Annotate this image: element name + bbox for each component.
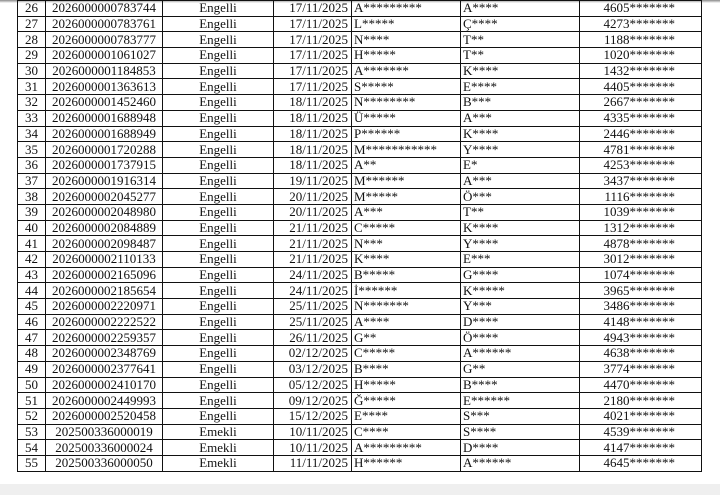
category-cell: Engelli (163, 252, 274, 268)
row-number-cell: 49 (18, 361, 46, 377)
date-cell: 25/11/2025 (274, 314, 352, 330)
row-number-cell: 40 (18, 220, 46, 236)
application-number-cell: 2026000001688948 (46, 110, 163, 126)
masked-name-cell: H****** (352, 455, 461, 471)
application-number-cell: 2026000002048980 (46, 204, 163, 220)
application-number-cell: 2026000002410170 (46, 377, 163, 393)
application-number-cell: 2026000000783761 (46, 16, 163, 32)
masked-name-cell: A** (352, 157, 461, 173)
masked-surname-cell: K**** (461, 63, 580, 79)
masked-name-cell: Ğ***** (352, 393, 461, 409)
category-cell: Engelli (163, 32, 274, 48)
category-cell: Engelli (163, 16, 274, 32)
masked-surname-cell: T** (461, 48, 580, 64)
masked-name-cell: Ü***** (352, 110, 461, 126)
application-number-cell: 202500336000024 (46, 440, 163, 456)
masked-surname-cell: Y**** (461, 142, 580, 158)
row-number-cell: 26 (18, 1, 46, 17)
row-number-cell: 45 (18, 299, 46, 315)
row-number-cell: 46 (18, 314, 46, 330)
masked-id-number-cell: 4943******* (580, 330, 702, 346)
category-cell: Engelli (163, 189, 274, 205)
category-cell: Emekli (163, 440, 274, 456)
masked-name-cell: K**** (352, 252, 461, 268)
masked-surname-cell: S**** (461, 424, 580, 440)
masked-name-cell: B***** (352, 267, 461, 283)
masked-surname-cell: B**** (461, 377, 580, 393)
masked-id-number-cell: 4148******* (580, 314, 702, 330)
table-row (18, 48, 702, 64)
application-number-cell: 2026000001737915 (46, 157, 163, 173)
table-row (18, 1, 702, 17)
application-number-cell: 2026000002449993 (46, 393, 163, 409)
date-cell: 25/11/2025 (274, 299, 352, 315)
table-row (18, 361, 702, 377)
masked-name-cell: P****** (352, 126, 461, 142)
row-number-cell: 34 (18, 126, 46, 142)
row-number-cell: 31 (18, 79, 46, 95)
masked-id-number-cell: 4638******* (580, 346, 702, 362)
masked-name-cell: M***** (352, 189, 461, 205)
masked-id-number-cell: 2446******* (580, 126, 702, 142)
masked-id-number-cell: 3437******* (580, 173, 702, 189)
table-row (18, 377, 702, 393)
application-number-cell: 2026000001916314 (46, 173, 163, 189)
masked-surname-cell: Ç**** (461, 16, 580, 32)
masked-name-cell: C***** (352, 220, 461, 236)
masked-name-cell: M*********** (352, 142, 461, 158)
masked-id-number-cell: 4470******* (580, 377, 702, 393)
application-number-cell: 2026000002110133 (46, 252, 163, 268)
application-number-cell: 2026000002220971 (46, 299, 163, 315)
masked-surname-cell: A*** (461, 173, 580, 189)
date-cell: 18/11/2025 (274, 142, 352, 158)
masked-name-cell: A********* (352, 440, 461, 456)
masked-name-cell: H***** (352, 377, 461, 393)
date-cell: 20/11/2025 (274, 204, 352, 220)
table-row (18, 16, 702, 32)
date-cell: 17/11/2025 (274, 16, 352, 32)
application-number-cell: 2026000002348769 (46, 346, 163, 362)
date-cell: 11/11/2025 (274, 455, 352, 471)
category-cell: Engelli (163, 48, 274, 64)
row-number-cell: 29 (18, 48, 46, 64)
masked-id-number-cell: 4781******* (580, 142, 702, 158)
masked-id-number-cell: 1312******* (580, 220, 702, 236)
masked-surname-cell: K**** (461, 126, 580, 142)
date-cell: 02/12/2025 (274, 346, 352, 362)
category-cell: Engelli (163, 408, 274, 424)
category-cell: Emekli (163, 455, 274, 471)
category-cell: Engelli (163, 361, 274, 377)
row-number-cell: 52 (18, 408, 46, 424)
masked-id-number-cell: 4335******* (580, 110, 702, 126)
category-cell: Engelli (163, 346, 274, 362)
masked-id-number-cell: 3965******* (580, 283, 702, 299)
table-row (18, 79, 702, 95)
table-row (18, 252, 702, 268)
category-cell: Engelli (163, 79, 274, 95)
application-number-cell: 2026000002222522 (46, 314, 163, 330)
masked-name-cell: L***** (352, 16, 461, 32)
masked-surname-cell: Ö**** (461, 330, 580, 346)
table-row (18, 126, 702, 142)
masked-name-cell: A******* (352, 63, 461, 79)
category-cell: Engelli (163, 377, 274, 393)
row-number-cell: 32 (18, 95, 46, 111)
applicants-table (17, 0, 702, 472)
row-number-cell: 38 (18, 189, 46, 205)
row-number-cell: 27 (18, 16, 46, 32)
row-number-cell: 54 (18, 440, 46, 456)
category-cell: Engelli (163, 142, 274, 158)
table-row (18, 236, 702, 252)
category-cell: Engelli (163, 393, 274, 409)
table-row (18, 346, 702, 362)
row-number-cell: 51 (18, 393, 46, 409)
masked-id-number-cell: 3012******* (580, 252, 702, 268)
category-cell: Engelli (163, 330, 274, 346)
category-cell: Engelli (163, 126, 274, 142)
masked-name-cell: E**** (352, 408, 461, 424)
masked-name-cell: N*** (352, 236, 461, 252)
category-cell: Emekli (163, 424, 274, 440)
masked-surname-cell: A****** (461, 346, 580, 362)
masked-surname-cell: S*** (461, 408, 580, 424)
row-number-cell: 53 (18, 424, 46, 440)
row-number-cell: 36 (18, 157, 46, 173)
table-row (18, 157, 702, 173)
masked-id-number-cell: 1039******* (580, 204, 702, 220)
masked-id-number-cell: 4273******* (580, 16, 702, 32)
masked-name-cell: B**** (352, 361, 461, 377)
masked-id-number-cell: 1432******* (580, 63, 702, 79)
masked-name-cell: İ****** (352, 283, 461, 299)
masked-id-number-cell: 4605******* (580, 1, 702, 17)
masked-id-number-cell: 1074******* (580, 267, 702, 283)
table-row (18, 424, 702, 440)
masked-surname-cell: G** (461, 361, 580, 377)
row-number-cell: 42 (18, 252, 46, 268)
masked-name-cell: G** (352, 330, 461, 346)
date-cell: 10/11/2025 (274, 424, 352, 440)
date-cell: 17/11/2025 (274, 63, 352, 79)
application-number-cell: 2026000002084889 (46, 220, 163, 236)
category-cell: Engelli (163, 110, 274, 126)
table-body (18, 1, 702, 472)
date-cell: 17/11/2025 (274, 32, 352, 48)
masked-id-number-cell: 2667******* (580, 95, 702, 111)
masked-name-cell: S***** (352, 79, 461, 95)
masked-name-cell: H***** (352, 48, 461, 64)
table-row (18, 204, 702, 220)
category-cell: Engelli (163, 173, 274, 189)
date-cell: 20/11/2025 (274, 189, 352, 205)
table-row (18, 314, 702, 330)
masked-surname-cell: E****** (461, 393, 580, 409)
application-number-cell: 2026000002520458 (46, 408, 163, 424)
masked-surname-cell: T** (461, 32, 580, 48)
masked-id-number-cell: 3486******* (580, 299, 702, 315)
table-row (18, 408, 702, 424)
masked-name-cell: C***** (352, 346, 461, 362)
masked-surname-cell: B*** (461, 95, 580, 111)
table-row (18, 142, 702, 158)
table-row (18, 189, 702, 205)
row-number-cell: 35 (18, 142, 46, 158)
table-row (18, 95, 702, 111)
application-number-cell: 2026000002185654 (46, 283, 163, 299)
masked-surname-cell: Y**** (461, 236, 580, 252)
table-row (18, 440, 702, 456)
masked-id-number-cell: 4021******* (580, 408, 702, 424)
masked-surname-cell: E* (461, 157, 580, 173)
masked-id-number-cell: 4878******* (580, 236, 702, 252)
table-row (18, 393, 702, 409)
table-row (18, 283, 702, 299)
row-number-cell: 28 (18, 32, 46, 48)
application-number-cell: 2026000002259357 (46, 330, 163, 346)
row-number-cell: 48 (18, 346, 46, 362)
date-cell: 24/11/2025 (274, 267, 352, 283)
date-cell: 10/11/2025 (274, 440, 352, 456)
category-cell: Engelli (163, 314, 274, 330)
masked-surname-cell: G**** (461, 267, 580, 283)
masked-surname-cell: Ö*** (461, 189, 580, 205)
date-cell: 18/11/2025 (274, 157, 352, 173)
table-row (18, 299, 702, 315)
masked-surname-cell: E*** (461, 252, 580, 268)
application-number-cell: 202500336000019 (46, 424, 163, 440)
masked-surname-cell: A****** (461, 455, 580, 471)
application-number-cell: 2026000001363613 (46, 79, 163, 95)
masked-surname-cell: A*** (461, 110, 580, 126)
table-row (18, 220, 702, 236)
masked-name-cell: N******** (352, 95, 461, 111)
date-cell: 17/11/2025 (274, 79, 352, 95)
category-cell: Engelli (163, 220, 274, 236)
category-cell: Engelli (163, 157, 274, 173)
masked-id-number-cell: 4539******* (580, 424, 702, 440)
category-cell: Engelli (163, 299, 274, 315)
masked-name-cell: A**** (352, 314, 461, 330)
application-number-cell: 2026000001184853 (46, 63, 163, 79)
table-row (18, 173, 702, 189)
row-number-cell: 33 (18, 110, 46, 126)
table-row (18, 455, 702, 471)
masked-surname-cell: D**** (461, 440, 580, 456)
masked-id-number-cell: 4147******* (580, 440, 702, 456)
masked-surname-cell: D**** (461, 314, 580, 330)
application-number-cell: 2026000002045277 (46, 189, 163, 205)
date-cell: 09/12/2025 (274, 393, 352, 409)
date-cell: 24/11/2025 (274, 283, 352, 299)
date-cell: 18/11/2025 (274, 126, 352, 142)
date-cell: 17/11/2025 (274, 48, 352, 64)
masked-surname-cell: E**** (461, 79, 580, 95)
date-cell: 18/11/2025 (274, 95, 352, 111)
row-number-cell: 55 (18, 455, 46, 471)
masked-name-cell: N**** (352, 32, 461, 48)
date-cell: 21/11/2025 (274, 220, 352, 236)
row-number-cell: 47 (18, 330, 46, 346)
category-cell: Engelli (163, 63, 274, 79)
application-number-cell: 2026000001720288 (46, 142, 163, 158)
masked-id-number-cell: 1020******* (580, 48, 702, 64)
category-cell: Engelli (163, 1, 274, 17)
table-row (18, 110, 702, 126)
masked-id-number-cell: 2180******* (580, 393, 702, 409)
row-number-cell: 43 (18, 267, 46, 283)
row-number-cell: 41 (18, 236, 46, 252)
application-number-cell: 2026000001452460 (46, 95, 163, 111)
row-number-cell: 30 (18, 63, 46, 79)
masked-name-cell: M****** (352, 173, 461, 189)
application-number-cell: 2026000001061027 (46, 48, 163, 64)
category-cell: Engelli (163, 95, 274, 111)
date-cell: 15/12/2025 (274, 408, 352, 424)
masked-surname-cell: K**** (461, 220, 580, 236)
row-number-cell: 37 (18, 173, 46, 189)
masked-surname-cell: Y*** (461, 299, 580, 315)
date-cell: 26/11/2025 (274, 330, 352, 346)
date-cell: 21/11/2025 (274, 236, 352, 252)
date-cell: 18/11/2025 (274, 110, 352, 126)
masked-id-number-cell: 4405******* (580, 79, 702, 95)
date-cell: 19/11/2025 (274, 173, 352, 189)
row-number-cell: 44 (18, 283, 46, 299)
table-row (18, 32, 702, 48)
masked-id-number-cell: 1188******* (580, 32, 702, 48)
date-cell: 17/11/2025 (274, 1, 352, 17)
masked-id-number-cell: 3774******* (580, 361, 702, 377)
application-number-cell: 2026000002165096 (46, 267, 163, 283)
application-number-cell: 2026000000783744 (46, 1, 163, 17)
masked-name-cell: A*** (352, 204, 461, 220)
application-number-cell: 2026000000783777 (46, 32, 163, 48)
table-row (18, 330, 702, 346)
category-cell: Engelli (163, 267, 274, 283)
masked-name-cell: N******* (352, 299, 461, 315)
category-cell: Engelli (163, 204, 274, 220)
application-number-cell: 2026000002098487 (46, 236, 163, 252)
application-number-cell: 202500336000050 (46, 455, 163, 471)
category-cell: Engelli (163, 283, 274, 299)
category-cell: Engelli (163, 236, 274, 252)
masked-id-number-cell: 1116******* (580, 189, 702, 205)
application-number-cell: 2026000001688949 (46, 126, 163, 142)
row-number-cell: 39 (18, 204, 46, 220)
date-cell: 03/12/2025 (274, 361, 352, 377)
table-row (18, 267, 702, 283)
application-number-cell: 2026000002377641 (46, 361, 163, 377)
masked-id-number-cell: 4253******* (580, 157, 702, 173)
masked-surname-cell: T** (461, 204, 580, 220)
date-cell: 21/11/2025 (274, 252, 352, 268)
table-row (18, 63, 702, 79)
masked-surname-cell: A**** (461, 1, 580, 17)
row-number-cell: 50 (18, 377, 46, 393)
date-cell: 05/12/2025 (274, 377, 352, 393)
masked-name-cell: C**** (352, 424, 461, 440)
masked-name-cell: A********* (352, 1, 461, 17)
masked-id-number-cell: 4645******* (580, 455, 702, 471)
masked-surname-cell: K***** (461, 283, 580, 299)
